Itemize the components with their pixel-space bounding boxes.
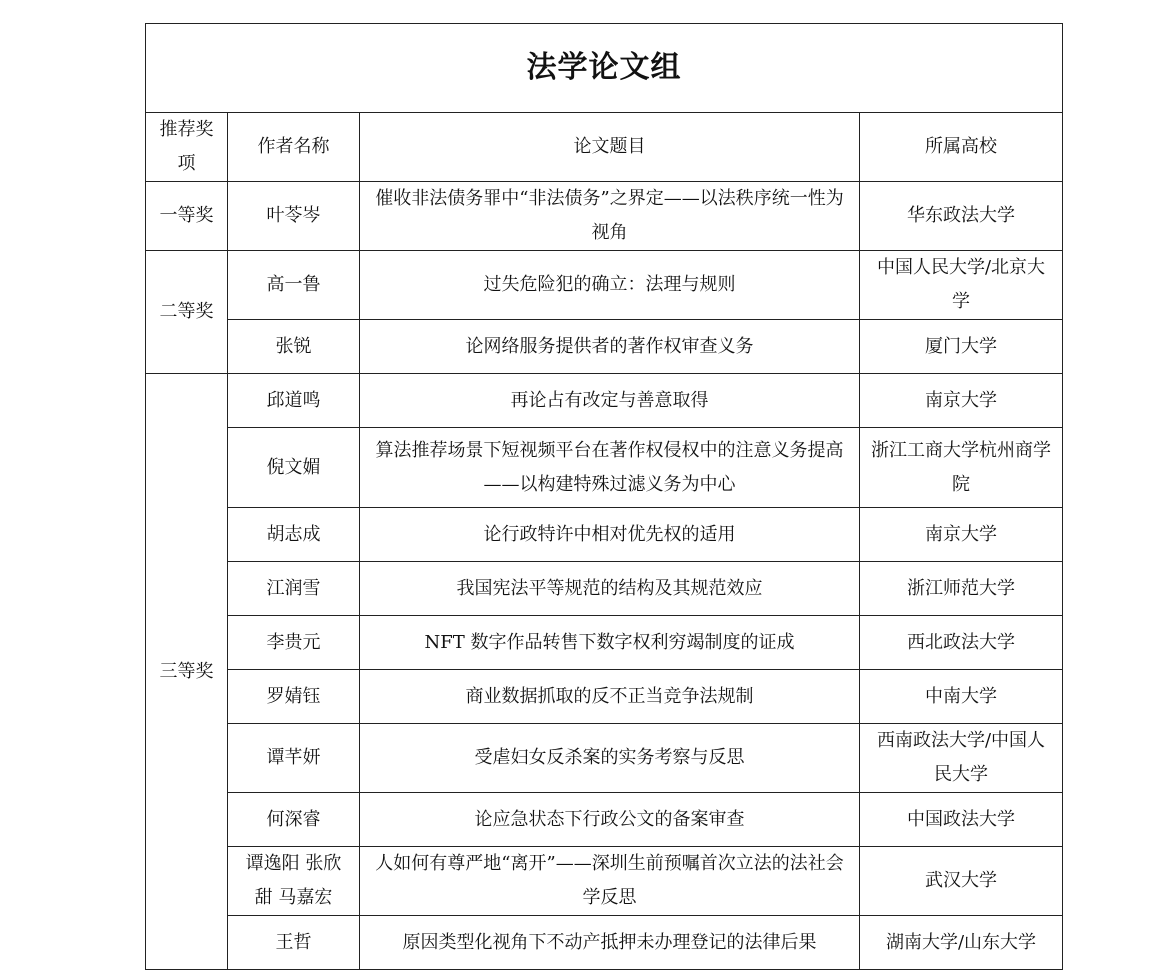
prize-second: 二等奖: [146, 251, 228, 374]
table-row: [146, 182, 1063, 251]
table-row: [146, 428, 1063, 508]
author-cell: 叶苓岑: [228, 182, 360, 251]
school-cell: 湖南大学/山东大学: [860, 916, 1063, 970]
table-row: [146, 724, 1063, 793]
author-cell: 江润雪: [228, 562, 360, 616]
paper-title-cell: NFT 数字作品转售下数字权利穷竭制度的证成: [360, 616, 860, 670]
author-cell: 谭芊妍: [228, 724, 360, 793]
author-cell: 张锐: [228, 320, 360, 374]
school-cell: 南京大学: [860, 374, 1063, 428]
school-cell: 华东政法大学: [860, 182, 1063, 251]
author-cell: 邱道鸣: [228, 374, 360, 428]
author-cell: 倪文媚: [228, 428, 360, 508]
school-cell: 中南大学: [860, 670, 1063, 724]
paper-title-cell: 论网络服务提供者的著作权审查义务: [360, 320, 860, 374]
author-cell: 罗婧钰: [228, 670, 360, 724]
table-row: [146, 616, 1063, 670]
school-cell: 西南政法大学/中国人民大学: [860, 724, 1063, 793]
paper-title-cell: 催收非法债务罪中“非法债务”之界定——以法秩序统一性为视角: [360, 182, 860, 251]
table-row: [146, 793, 1063, 847]
paper-title-cell: 再论占有改定与善意取得: [360, 374, 860, 428]
school-cell: 浙江工商大学杭州商学院: [860, 428, 1063, 508]
table-title: 法学论文组: [146, 24, 1063, 113]
school-cell: 南京大学: [860, 508, 1063, 562]
header-award: 推荐奖项: [146, 113, 228, 182]
author-cell: 高一鲁: [228, 251, 360, 320]
paper-title-cell: 原因类型化视角下不动产抵押未办理登记的法律后果: [360, 916, 860, 970]
paper-title-cell: 算法推荐场景下短视频平台在著作权侵权中的注意义务提高——以构建特殊过滤义务为中心: [360, 428, 860, 508]
author-cell: 李贵元: [228, 616, 360, 670]
paper-title-cell: 我国宪法平等规范的结构及其规范效应: [360, 562, 860, 616]
paper-title-cell: 论应急状态下行政公文的备案审查: [360, 793, 860, 847]
author-cell: 何深睿: [228, 793, 360, 847]
table-row: [146, 670, 1063, 724]
school-cell: 浙江师范大学: [860, 562, 1063, 616]
paper-title-cell: 受虐妇女反杀案的实务考察与反思: [360, 724, 860, 793]
table-row: [146, 251, 1063, 320]
paper-title-cell: 商业数据抓取的反不正当竞争法规制: [360, 670, 860, 724]
paper-title-cell: 过失危险犯的确立：法理与规则: [360, 251, 860, 320]
table-row: [146, 562, 1063, 616]
prize-third: 三等奖: [146, 374, 228, 970]
header-school: 所属高校: [860, 113, 1063, 182]
author-cell: 谭逸阳 张欣甜 马嘉宏: [228, 847, 360, 916]
school-cell: 西北政法大学: [860, 616, 1063, 670]
header-author: 作者名称: [228, 113, 360, 182]
author-cell: 王哲: [228, 916, 360, 970]
author-cell: 胡志成: [228, 508, 360, 562]
table-row: [146, 320, 1063, 374]
table-row: [146, 374, 1063, 428]
table-row: [146, 508, 1063, 562]
table-row: [146, 847, 1063, 916]
header-row: [146, 113, 1063, 182]
school-cell: 中国人民大学/北京大学: [860, 251, 1063, 320]
paper-title-cell: 人如何有尊严地“离开”——深圳生前预嘱首次立法的法社会学反思: [360, 847, 860, 916]
school-cell: 中国政法大学: [860, 793, 1063, 847]
school-cell: 厦门大学: [860, 320, 1063, 374]
header-paper: 论文题目: [360, 113, 860, 182]
prize-first: 一等奖: [146, 182, 228, 251]
title-row: [146, 24, 1063, 113]
award-table: [145, 23, 1063, 970]
school-cell: 武汉大学: [860, 847, 1063, 916]
paper-title-cell: 论行政特许中相对优先权的适用: [360, 508, 860, 562]
table-row: [146, 916, 1063, 970]
